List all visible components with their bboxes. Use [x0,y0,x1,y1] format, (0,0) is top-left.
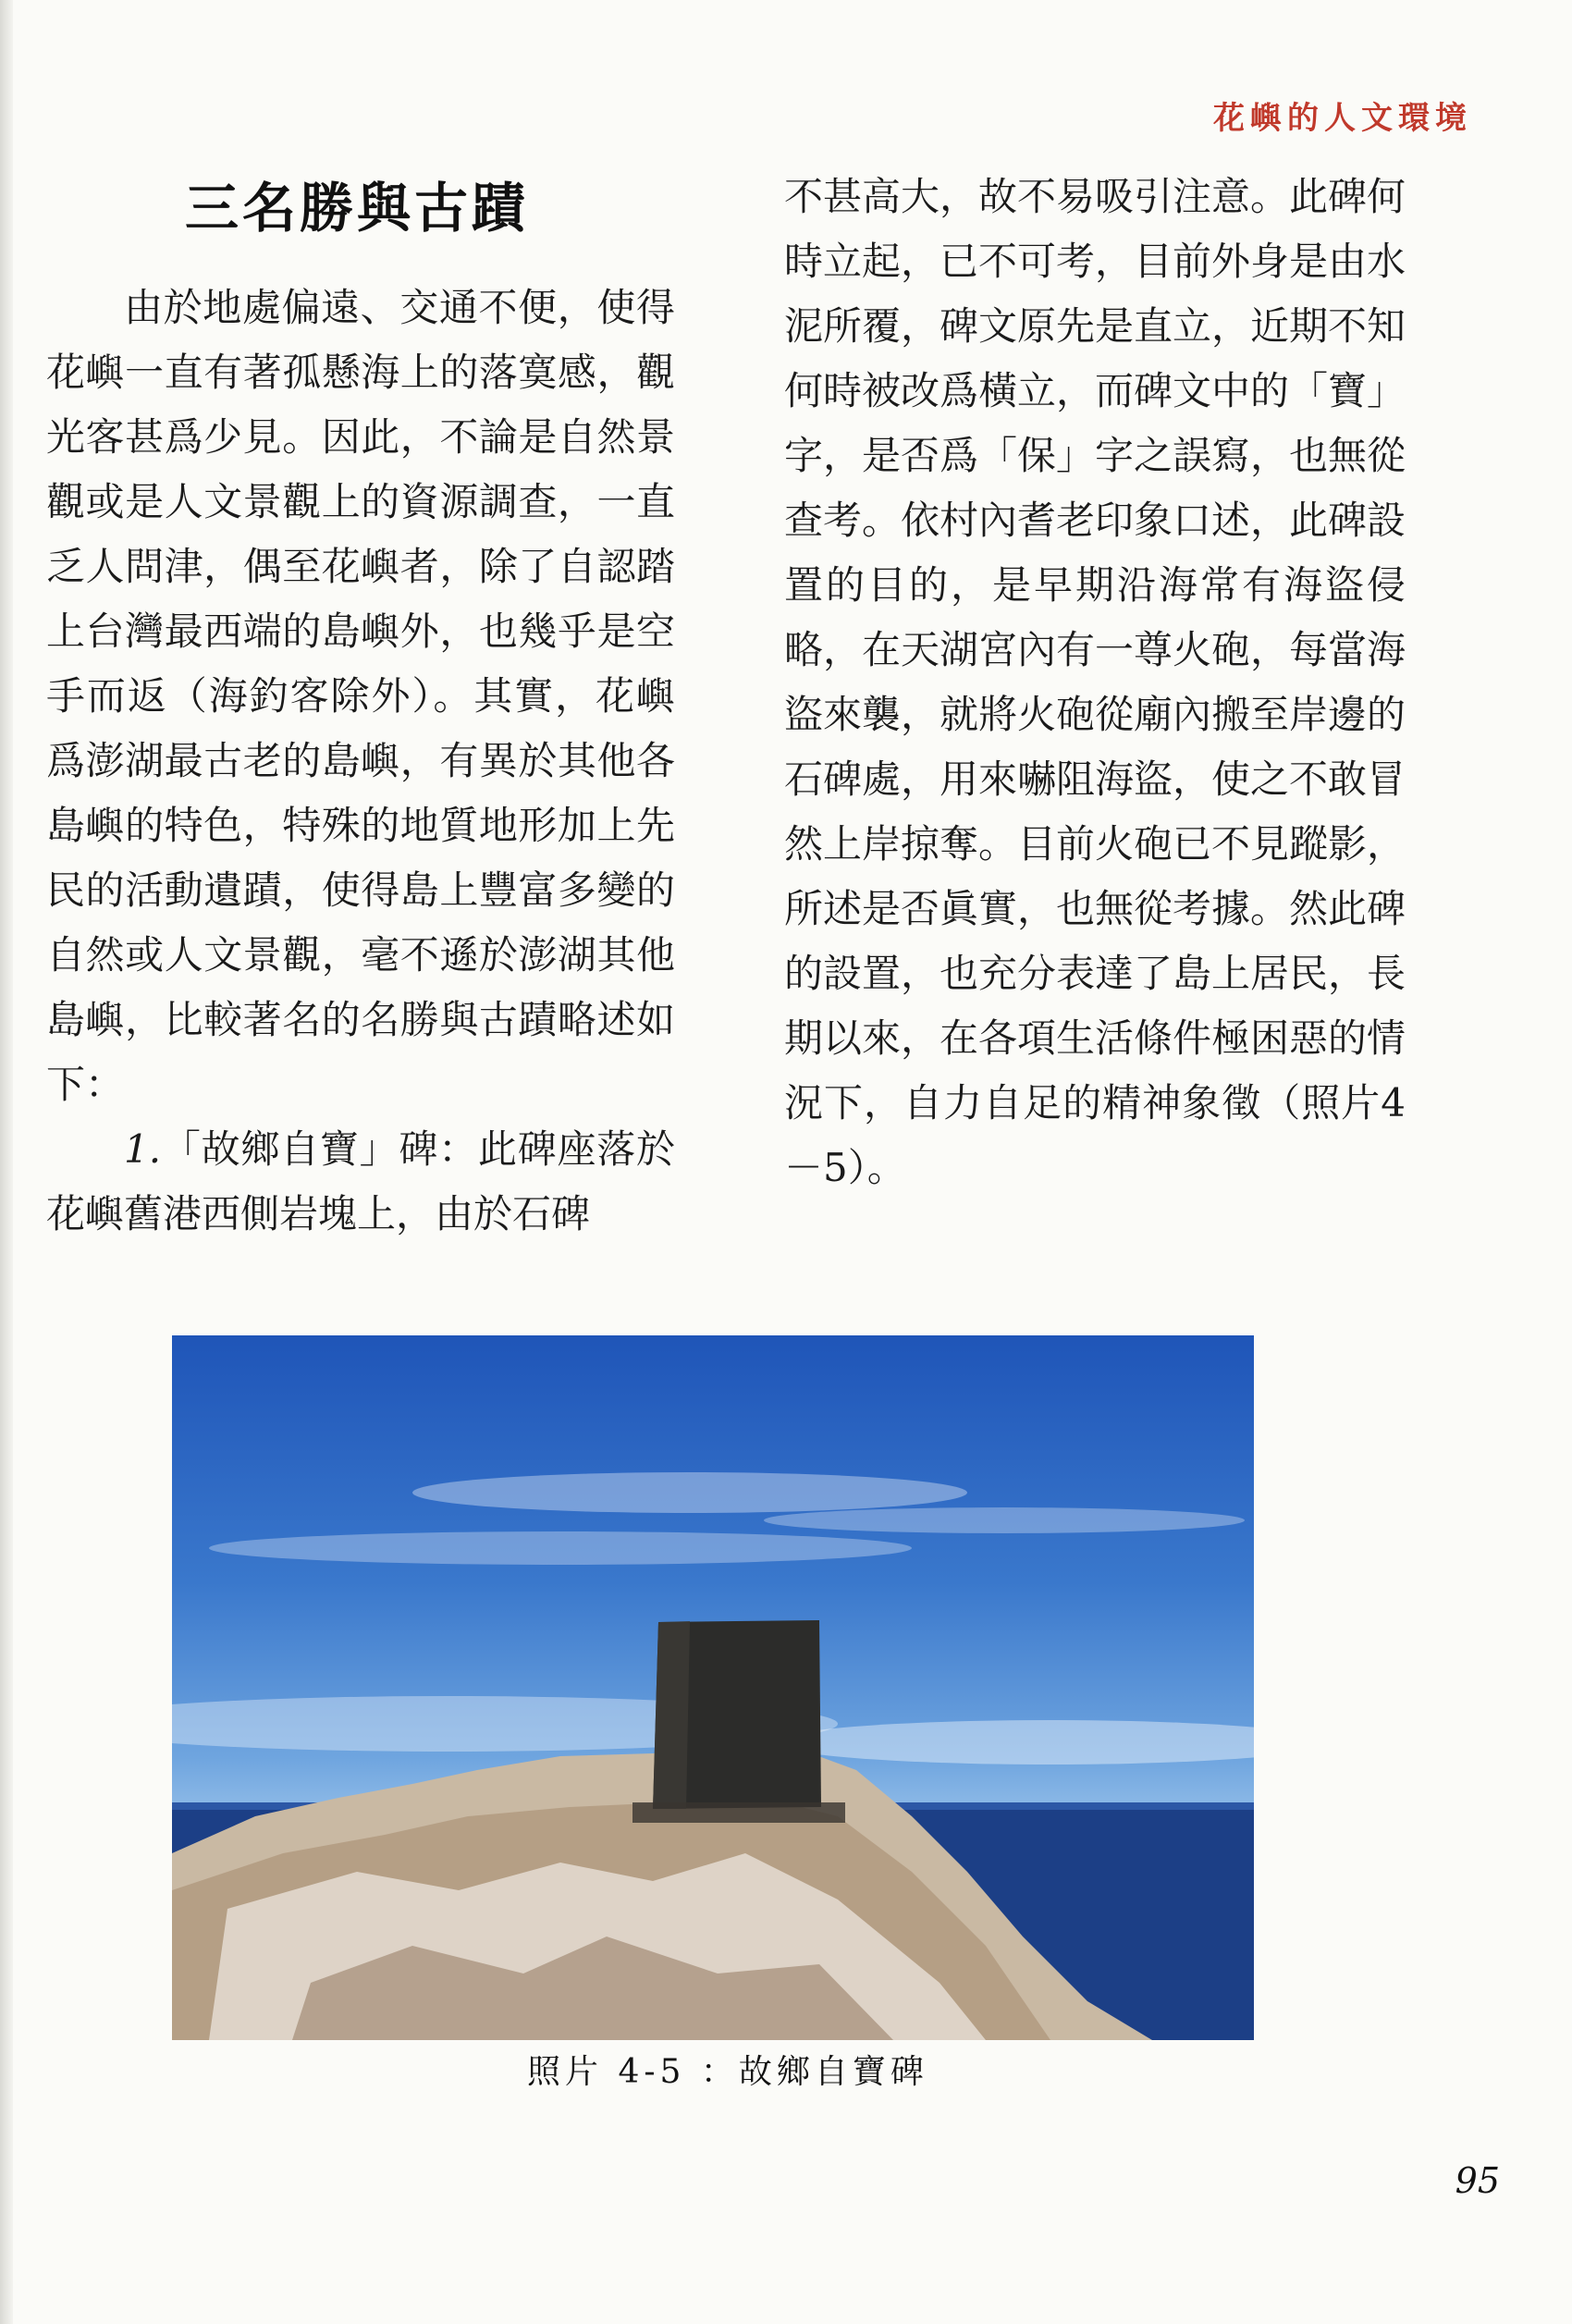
cloud-shape [412,1472,967,1513]
stele-side-shape [653,1621,690,1809]
cloud-shape [764,1507,1245,1533]
item-number: 1. [124,1126,162,1172]
stele-photo [172,1335,1254,2040]
cloud-shape [209,1531,912,1565]
stele-photo-illustration [172,1335,1254,2040]
item-text: 「故鄉自寶」碑：此碑座落於花嶼舊港西側岩塊上，由於石碑 [46,1126,675,1236]
running-header: 花嶼的人文環境 [1213,100,1472,137]
page-binding-edge [0,0,13,2324]
left-text-column [46,276,675,1247]
intro-paragraph: 由於地處偏遠、交通不便，使得花嶼一直有著孤懸海上的落寞感，觀光客甚爲少見。因此，不論是自然景觀或是人文景觀上的資源調查，一直乏人問津，偶至花嶼者，除了自認踏上台灣最西端的島嶼外，也幾乎是空手而返（海釣客除外）。其實，花嶼爲澎湖最古老的島嶼，有異於其他各島嶼的特色，特殊的地質地形加上先民的活動遺蹟，使得島上豐富多變的自然或人文景觀，毫不遜於澎湖其他島嶼，比較著名的名勝與古蹟略述如下： [46,285,675,1107]
right-text-column [784,165,1406,1200]
cloud-shape [773,1720,1254,1765]
page-number: 95 [1455,2160,1500,2201]
section-heading: 三名勝與古蹟 [185,177,530,240]
item-paragraph [46,1117,675,1247]
photo-caption: 照片 4-5 ：故鄉自寶碑 [527,2053,928,2091]
stele-base-shape [632,1802,845,1823]
continued-paragraph: 不甚高大，故不易吸引注意。此碑何時立起，已不可考，目前外身是由水泥所覆，碑文原先是直立，近期不知何時被改爲橫立，而碑文中的「寶」字，是否爲「保」字之誤寫，也無從查考。依村內耆老印象口述，此碑設置的目的，是早期沿海常有海盜侵略，在天湖宮內有一尊火砲，每當海盜來襲，就將火砲從廟內搬至岸邊的石碑處，用來嚇阻海盜，使之不敢冒然上岸掠奪。目前火砲已不見蹤影，所述是否眞實，也無從考據。然此碑的設置，也充分表達了島上居民，長期以來，在各項生活條件極困惡的情況下，自力自足的精神象徵（照片4－5）。 [784,174,1406,1190]
